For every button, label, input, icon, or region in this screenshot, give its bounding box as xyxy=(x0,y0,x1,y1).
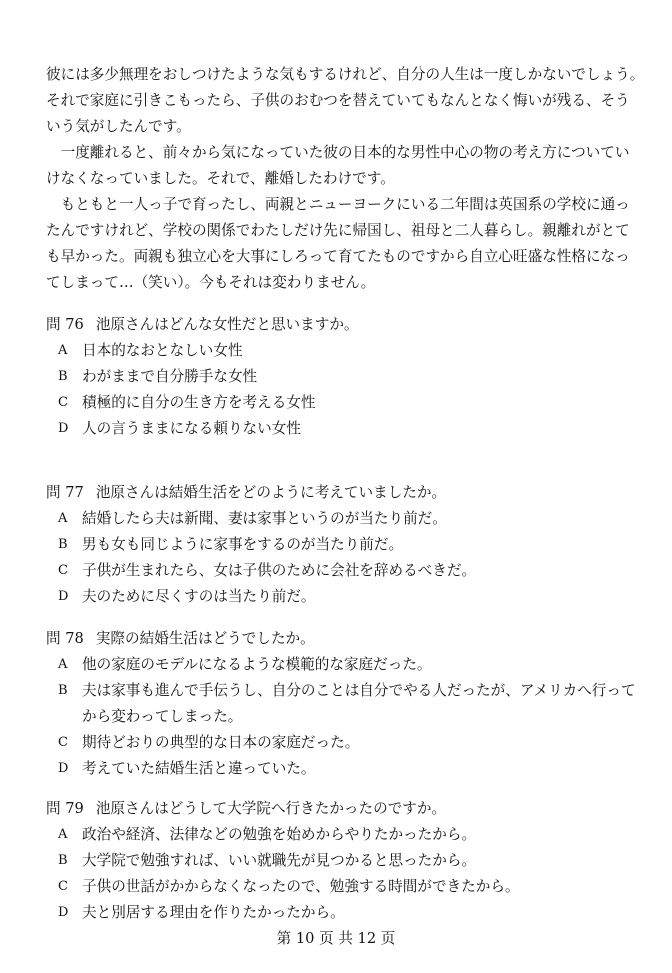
question-77 xyxy=(46,480,646,610)
option-b[interactable] xyxy=(46,848,646,874)
option-text: 男も女も同じように家事をするのが当たり前だ。 xyxy=(82,536,404,553)
option-text: 子供が生まれたら、女は子供のために会社を辞めるべきだ。 xyxy=(82,562,477,579)
passage-line: けなくなっていました。それで、離婚したわけです。 xyxy=(46,170,395,187)
option-letter: D xyxy=(58,589,69,604)
option-text: 結婚したら夫は新聞、妻は家事というのが当たり前だ。 xyxy=(82,510,447,527)
option-a[interactable] xyxy=(46,506,646,532)
passage-line: 彼には多少無理をおしつけたような気もするけれど、自分の人生は一度しかないでしょう。 xyxy=(46,66,645,83)
option-text: 政治や経済、法律などの勉強を始めからやりたかったから。 xyxy=(82,826,477,843)
option-letter: B xyxy=(58,537,68,552)
option-letter: B xyxy=(58,683,68,698)
option-a[interactable] xyxy=(46,338,646,364)
passage-line: たんですけれど、学校の関係でわたしだけ先に帰国し、祖母と二人暮らし。親離れがとて xyxy=(46,222,630,239)
option-b[interactable] xyxy=(46,364,646,390)
option-text-continuation: から変わってしまった。 xyxy=(82,708,243,725)
passage-line: も早かった。両親も独立心を大事にしろって育てたものですから自立心旺盛な性格になっ xyxy=(46,248,630,265)
option-c[interactable] xyxy=(46,874,646,900)
option-letter: C xyxy=(58,563,68,578)
option-letter: A xyxy=(58,827,68,842)
option-letter: A xyxy=(58,511,68,526)
option-text: わがままで自分勝手な女性 xyxy=(82,368,258,385)
question-text: 実際の結婚生活はどうでしたか。 xyxy=(95,630,315,647)
option-text: 子供の世話がかからなくなったので、勉強する時間ができたから。 xyxy=(82,878,520,895)
passage-line: 一度離れると、前々から気になっていた彼の日本的な男性中心の物の考え方についてい xyxy=(46,144,630,161)
option-text: 夫のために尽くすのは当たり前だ。 xyxy=(82,588,316,605)
passage-line: てしまって…（笑い）。今もそれは変わりません。 xyxy=(46,274,376,291)
question-text: 池原さんは結婚生活をどのように考えていましたか。 xyxy=(95,484,447,501)
option-letter: D xyxy=(58,761,69,776)
option-text: 積極的に自分の生き方を考える女性 xyxy=(82,394,316,411)
option-b[interactable] xyxy=(46,532,646,558)
option-text: 期待どおりの典型的な日本の家庭だった。 xyxy=(82,734,360,751)
question-number: 問 77 xyxy=(46,484,84,501)
question-title xyxy=(46,626,646,652)
option-text: 他の家庭のモデルになるような模範的な家庭だった。 xyxy=(82,656,432,673)
option-letter: A xyxy=(58,657,68,672)
option-a[interactable] xyxy=(46,822,646,848)
question-text: 池原さんはどんな女性だと思いますか。 xyxy=(95,316,359,333)
option-text: 大学院で勉強すれば、いい就職先が見つかると思ったから。 xyxy=(82,852,477,869)
reading-passage xyxy=(46,62,645,296)
option-letter: C xyxy=(58,735,68,750)
option-letter: A xyxy=(58,343,68,358)
question-number: 問 79 xyxy=(46,800,84,817)
option-c[interactable] xyxy=(46,558,646,584)
option-letter: B xyxy=(58,369,68,384)
option-text: 人の言うままになる頼りない女性 xyxy=(82,420,301,437)
page-number-footer: 第 10 页 共 12 页 xyxy=(276,930,396,947)
option-letter: C xyxy=(58,395,68,410)
option-letter: D xyxy=(58,421,69,436)
option-d[interactable] xyxy=(46,900,646,926)
option-b[interactable] xyxy=(46,678,646,730)
option-d[interactable] xyxy=(46,416,646,442)
option-letter: B xyxy=(58,853,68,868)
option-text: 考えていた結婚生活と違っていた。 xyxy=(82,760,316,777)
option-text: 日本的なおとなしい女性 xyxy=(82,342,243,359)
option-letter: D xyxy=(58,905,69,920)
option-text: 夫は家事も進んで手伝うし、自分のことは自分でやる人だったが、アメリカへ行って xyxy=(82,682,636,699)
question-number: 問 76 xyxy=(46,316,84,333)
question-76 xyxy=(46,312,646,442)
passage-line: もともと一人っ子で育ったし、両親とニューヨークにいる二年間は英国系の学校に通っ xyxy=(46,196,630,213)
option-c[interactable] xyxy=(46,390,646,416)
question-79 xyxy=(46,796,646,926)
question-number: 問 78 xyxy=(46,630,84,647)
passage-line: いう気がしたんです。 xyxy=(46,118,191,135)
option-a[interactable] xyxy=(46,652,646,678)
option-letter: C xyxy=(58,879,68,894)
question-text: 池原さんはどうして大学院へ行きたかったのですか。 xyxy=(95,800,447,817)
option-text: 夫と別居する理由を作りたかったから。 xyxy=(82,904,345,921)
passage-line: それで家庭に引きこもったら、子供のおむつを替えていてもなんとなく悔いが残る、そう xyxy=(46,92,630,109)
question-title xyxy=(46,480,646,506)
option-d[interactable] xyxy=(46,756,646,782)
question-title xyxy=(46,796,646,822)
option-d[interactable] xyxy=(46,584,646,610)
option-c[interactable] xyxy=(46,730,646,756)
question-title xyxy=(46,312,646,338)
question-78 xyxy=(46,626,646,782)
